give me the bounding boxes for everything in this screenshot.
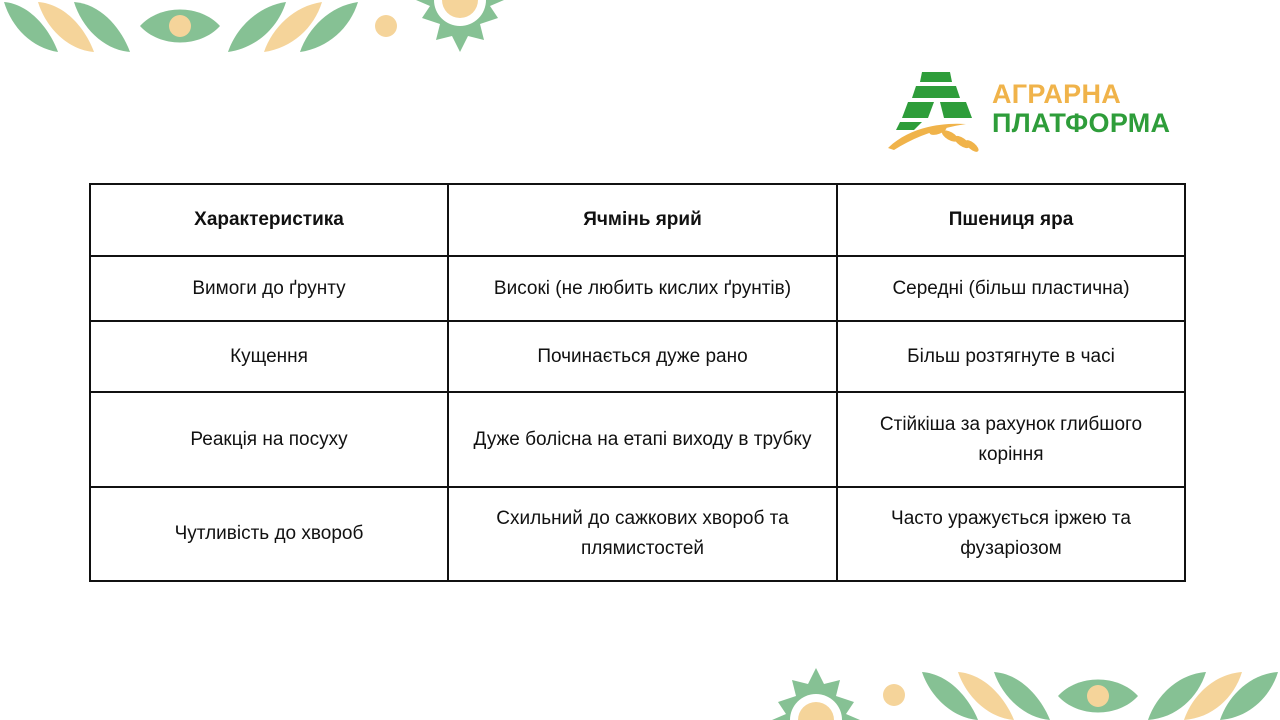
table-cell: Чутливість до хвороб: [90, 487, 448, 581]
table-cell: Стійкіша за рахунок глибшого коріння: [837, 392, 1185, 487]
leaf-ornament-top-icon: [0, 0, 520, 56]
table-cell: Високі (не любить кислих ґрунтів): [448, 256, 837, 321]
table-row: [90, 256, 1185, 321]
comparison-table: [89, 183, 1184, 582]
table-cell: Реакція на посуху: [90, 392, 448, 487]
table-cell: Більш розтягнуте в часі: [837, 321, 1185, 392]
table-header-row: [90, 184, 1185, 256]
table-cell: Кущення: [90, 321, 448, 392]
table-row: [90, 392, 1185, 487]
table-cell: Дуже болісна на етапі виходу в трубку: [448, 392, 837, 487]
header-spring-wheat: Пшениця яра: [837, 184, 1185, 256]
table-row: [90, 321, 1185, 392]
table-cell: Починається дуже рано: [448, 321, 837, 392]
table-cell: Часто уражується іржею та фузаріозом: [837, 487, 1185, 581]
table-row: [90, 487, 1185, 581]
brand-logo: [886, 68, 1186, 152]
header-characteristic: Характеристика: [90, 184, 448, 256]
leaf-ornament-bottom-icon: [760, 660, 1280, 720]
wheat-pyramid-logo-icon: [886, 68, 986, 152]
header-spring-barley: Ячмінь ярий: [448, 184, 837, 256]
brand-name-line1: АГРАРНА: [992, 79, 1122, 109]
brand-name-line2: ПЛАТФОРМА: [992, 108, 1171, 138]
table-cell: Вимоги до ґрунту: [90, 256, 448, 321]
table-cell: Середні (більш пластична): [837, 256, 1185, 321]
table-cell: Схильний до сажкових хвороб та плямистостей: [448, 487, 837, 581]
